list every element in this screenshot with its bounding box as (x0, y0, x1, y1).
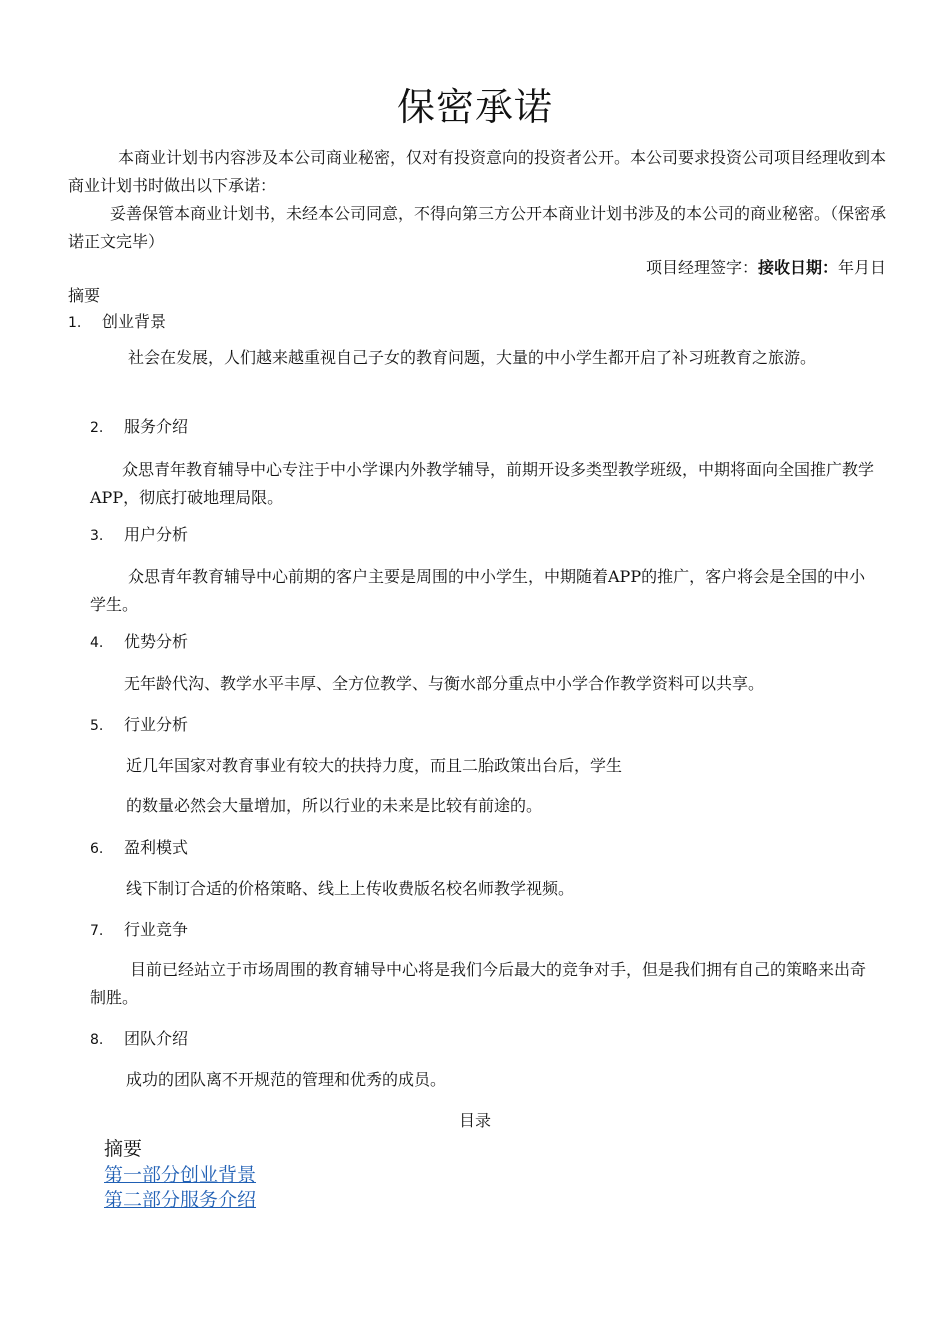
section-title: 服务介绍 (124, 417, 189, 436)
section-number: 4. (90, 635, 104, 651)
section-heading-1 (68, 310, 166, 335)
section-body-1: 社会在发展，人们越来越重视自己子女的教育问题，大量的中小学生都开启了补习班教育之旅游。 (128, 348, 817, 367)
section-heading-3 (90, 523, 188, 548)
section-title: 团队介绍 (124, 1029, 189, 1048)
section-title: 优势分析 (124, 632, 189, 651)
section-title: 创业背景 (102, 312, 167, 331)
toc-link-part-one[interactable]: 第一部分创业背景 (104, 1164, 257, 1186)
sign-label: 项目经理签字： (645, 258, 758, 277)
toc-item-abstract: 摘要 (104, 1138, 143, 1160)
section-title: 行业竞争 (124, 920, 189, 939)
section-heading-7 (90, 918, 188, 943)
section-body-4: 无年龄代沟、教学水平丰厚、全方位教学、与衡水部分重点中小学合作教学资料可以共享。 (124, 674, 765, 693)
section-number: 8. (90, 1032, 104, 1048)
section-body-7: 目前已经站立于市场周围的教育辅导中心将是我们今后最大的竞争对手，但是我们拥有自己的策略来出奇制胜。 (90, 960, 867, 1007)
section-title: 用户分析 (124, 525, 189, 544)
signature-line (646, 254, 886, 282)
section-title: 盈利模式 (124, 838, 189, 857)
section-number: 3. (90, 528, 104, 544)
section-body-8: 成功的团队离不开规范的管理和优秀的成员。 (126, 1070, 447, 1089)
toc-link-part-two[interactable]: 第二部分服务介绍 (104, 1189, 257, 1211)
section-body-6: 线下制订合适的价格策略、线上上传收费版名校名师教学视频。 (126, 879, 575, 898)
section-body-5-line-2: 的数量必然会大量增加，所以行业的未来是比较有前途的。 (126, 796, 543, 815)
section-body-2: 众思青年教育辅导中心专注于中小学课内外教学辅导，前期开设多类型教学班级，中期将面向全国推广教学APP，彻底打破地理局限。 (90, 460, 875, 507)
section-number: 7. (90, 923, 104, 939)
section-number: 6. (90, 841, 104, 857)
section-heading-4 (90, 630, 188, 655)
section-heading-8 (90, 1027, 188, 1052)
receive-date-label: 接收日期： (757, 258, 838, 277)
section-number: 2. (90, 420, 104, 436)
section-heading-2 (90, 415, 188, 440)
section-number: 1. (68, 315, 82, 331)
promise-paragraph-1: 本商业计划书内容涉及本公司商业秘密，仅对有投资意向的投资者公开。本公司要求投资公司项目经理收到本商业计划书时做出以下承诺： (68, 148, 887, 195)
section-number: 5. (90, 718, 104, 734)
section-heading-6 (90, 836, 188, 861)
promise-paragraph-2: 妥善保管本商业计划书，未经本公司同意，不得向第三方公开本商业计划书涉及的本公司的商业秘密。（保密承诺正文完毕） (68, 204, 887, 251)
page-title: 保密承诺 (396, 85, 553, 129)
section-title: 行业分析 (124, 715, 189, 734)
section-body-5-line-1: 近几年国家对教育事业有较大的扶持力度，而且二胎政策出台后，学生 (126, 756, 623, 775)
abstract-title: 摘要 (68, 286, 101, 305)
section-body-3: 众思青年教育辅导中心前期的客户主要是周围的中小学生，中期随着APP的推广，客户将会是全国的中小学生。 (90, 567, 866, 614)
date-text: 年月日 (837, 258, 886, 277)
toc-title: 目录 (458, 1111, 491, 1130)
section-heading-5 (90, 713, 188, 738)
